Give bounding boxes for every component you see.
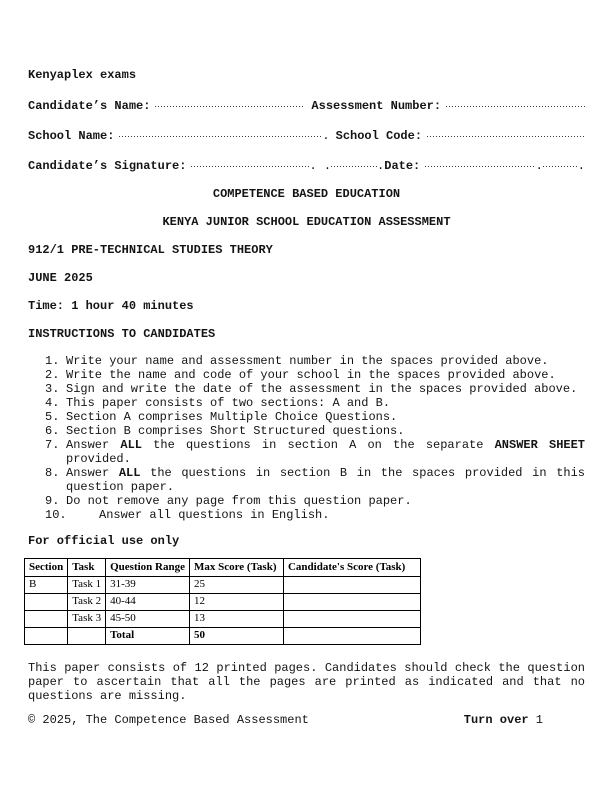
instruction-number: 9. — [45, 494, 60, 508]
school-name-row — [28, 127, 585, 143]
cell-section: B — [25, 577, 68, 594]
turn-over-label: Turn over — [463, 713, 529, 727]
cell-total-label: Total — [106, 628, 190, 645]
instruction-number: 6. — [45, 424, 60, 438]
instructions-list — [28, 354, 585, 522]
instruction-text: Answer ALL the questions in section B in the spaces provided in this question paper. — [66, 466, 585, 494]
instruction-text: Do not remove any page from this question paper. — [66, 494, 412, 508]
date-field-line-2 — [543, 157, 578, 169]
instruction-item-4 — [45, 396, 585, 410]
printed-pages-note: This paper consists of 12 printed pages. Candidates should check the question paper to ascertain that all the pages are printed as indicated and that no questions are missing. — [28, 661, 585, 703]
candidate-name-row — [28, 97, 585, 113]
school-dot: . — [322, 129, 330, 143]
instruction-item-10 — [45, 508, 585, 522]
footer-row — [28, 713, 585, 727]
signature-field-line — [191, 157, 309, 169]
signature-end-dot: . — [377, 159, 385, 173]
col-header-max-score: Max Score (Task) — [189, 559, 283, 577]
candidate-name-label: Candidate’s Name: — [28, 99, 151, 113]
cell-section — [25, 594, 68, 611]
turn-over-group — [464, 713, 543, 727]
cell-question-range: 40-44 — [106, 594, 190, 611]
cell-total-score: 50 — [189, 628, 283, 645]
education-system-title: COMPETENCE BASED EDUCATION — [212, 187, 401, 201]
cell-task: Task 2 — [68, 594, 106, 611]
assessment-name-title: KENYA JUNIOR SCHOOL EDUCATION ASSESSMENT — [162, 215, 451, 229]
table-total-row — [25, 628, 421, 645]
instruction-item-9 — [45, 494, 585, 508]
instruction-number: 2. — [45, 368, 60, 382]
instruction-number: 8. — [45, 466, 60, 480]
instruction-text: Answer all questions in English. — [99, 508, 330, 522]
cell-max-score: 12 — [189, 594, 283, 611]
signature-field-line-2 — [331, 157, 377, 169]
col-header-section: Section — [25, 559, 68, 577]
instruction-number: 7. — [45, 438, 60, 452]
candidate-signature-label: Candidate’s Signature: — [28, 159, 187, 173]
candidate-name-field-line — [155, 97, 305, 109]
instruction-number: 4. — [45, 396, 60, 410]
page-number: 1 — [535, 713, 543, 727]
official-use-table — [24, 558, 421, 645]
assessment-number-label: Assessment Number: — [311, 99, 442, 113]
table-row — [25, 594, 421, 611]
school-code-field-line — [427, 127, 585, 139]
cell-candidate-score — [283, 577, 420, 594]
col-header-question-range: Question Range — [106, 559, 190, 577]
instructions-heading: INSTRUCTIONS TO CANDIDATES — [28, 327, 216, 341]
instruction-text: Answer ALL the questions in section A on the separate ANSWER SHEET provided. — [66, 438, 585, 466]
instruction-item-3 — [45, 382, 585, 396]
table-header-row — [25, 559, 421, 577]
table-row — [25, 577, 421, 594]
cell-task — [68, 628, 106, 645]
copyright-text: © 2025, The Competence Based Assessment — [28, 713, 309, 727]
date-end-dot: . — [577, 159, 585, 173]
date-mid-dot: . — [535, 159, 543, 173]
instruction-item-2 — [45, 368, 585, 382]
exam-session: JUNE 2025 — [28, 271, 93, 285]
instruction-number: 10. — [45, 508, 67, 522]
school-name-field-line — [119, 127, 322, 139]
cell-max-score: 25 — [189, 577, 283, 594]
instruction-item-6 — [45, 424, 585, 438]
col-header-task: Task — [68, 559, 106, 577]
cell-max-score: 13 — [189, 611, 283, 628]
instruction-text: This paper consists of two sections: A and B. — [66, 396, 391, 410]
signature-date-row — [28, 157, 585, 173]
time-allowed: Time: 1 hour 40 minutes — [28, 299, 194, 313]
school-name-label: School Name: — [28, 129, 115, 143]
instruction-number: 3. — [45, 382, 60, 396]
instruction-item-8 — [45, 466, 585, 494]
cell-section — [25, 611, 68, 628]
signature-mid-dots: . . — [309, 159, 332, 173]
cell-task: Task 3 — [68, 611, 106, 628]
cell-section — [25, 628, 68, 645]
table-row — [25, 611, 421, 628]
exam-board-title: Kenyaplex exams — [28, 68, 137, 82]
instruction-item-7 — [45, 438, 585, 466]
instruction-number: 1. — [45, 354, 60, 368]
instruction-number: 5. — [45, 410, 60, 424]
cell-question-range: 31-39 — [106, 577, 190, 594]
date-label: Date: — [384, 159, 421, 173]
date-field-line — [425, 157, 535, 169]
instruction-text: Sign and write the date of the assessment in the spaces provided above. — [66, 382, 578, 396]
instruction-item-1 — [45, 354, 585, 368]
cell-question-range: 45-50 — [106, 611, 190, 628]
assessment-number-field-line — [446, 97, 585, 109]
instruction-text: Section A comprises Multiple Choice Questions. — [66, 410, 398, 424]
school-code-label: School Code: — [335, 129, 423, 143]
cell-task: Task 1 — [68, 577, 106, 594]
official-use-heading: For official use only — [28, 534, 180, 548]
paper-code-title: 912/1 PRE-TECHNICAL STUDIES THEORY — [28, 243, 273, 257]
cell-candidate-score — [283, 594, 420, 611]
instruction-text: Write your name and assessment number in the spaces provided above. — [66, 354, 549, 368]
col-header-candidate-score: Candidate's Score (Task) — [283, 559, 420, 577]
instruction-item-5 — [45, 410, 585, 424]
instruction-text: Section B comprises Short Structured questions. — [66, 424, 405, 438]
instruction-text: Write the name and code of your school in the spaces provided above. — [66, 368, 556, 382]
cell-candidate-score — [283, 628, 420, 645]
cell-candidate-score — [283, 611, 420, 628]
